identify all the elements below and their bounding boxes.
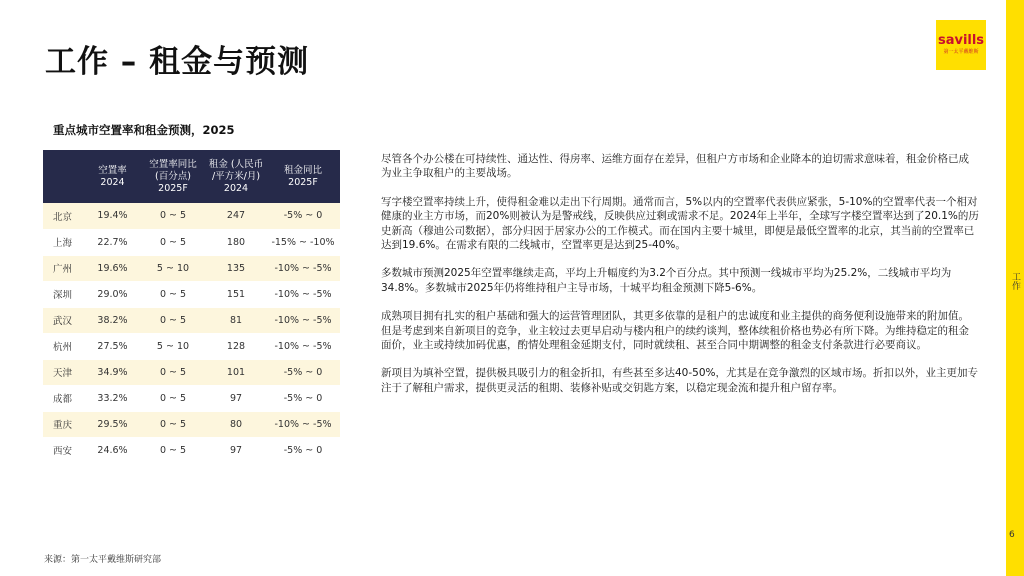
vacancy-change-cell: 0 ~ 5 [140, 229, 206, 255]
rent-cell: 180 [206, 229, 266, 255]
header-vacancy-change: 空置率同比 (百分点) 2025F [140, 150, 206, 203]
vacancy-cell: 27.5% [85, 333, 140, 359]
vacancy-rent-table [43, 150, 340, 464]
body-paragraph: 多数城市预测2025年空置率继续走高，平均上升幅度约为3.2个百分点。其中预测一线城市平均为25.2%，二线城市平均为34.8%。多数城市2025年仍将维持租户主导市场，十城平均租金预测下降5-6%。 [381, 267, 952, 294]
rent-cell: 151 [206, 281, 266, 307]
table-row [43, 411, 340, 437]
rent-cell: 247 [206, 203, 266, 229]
table-row [43, 359, 340, 385]
city-cell: 成都 [43, 385, 85, 411]
rent-cell: 97 [206, 385, 266, 411]
section-side-label: 工作 [1010, 272, 1020, 290]
city-cell: 天津 [43, 359, 85, 385]
body-paragraph: 写字楼空置率持续上升，使得租金难以走出下行周期。通常而言，5%以内的空置率代表供应紧张，5-10%的空置率代表一个相对健康的业主方市场，而20%则被认为是警戒线，反映供应过剩或需求不足。2024年上半年，全球写字楼空置率达到了20.1%的历史新高（穆迪公司数据），部分归因于居家办公的工作模式。而在国内主要十城里，即便是最低空置率的北京，其当前的空置率已达到19.6%。在需求有限的二线城市，空置率更是达到25-40%。 [381, 195, 979, 252]
vacancy-change-cell: 0 ~ 5 [140, 359, 206, 385]
rent-cell: 80 [206, 411, 266, 437]
vacancy-cell: 34.9% [85, 359, 140, 385]
vacancy-cell: 29.5% [85, 411, 140, 437]
body-paragraph: 新项目为填补空置，提供极具吸引力的租金折扣，有些甚至多达40-50%，尤其是在竞争激烈的区域市场。折扣以外，业主更加专注于了解租户需求，提供更灵活的租期、装修补贴或交钥匙方案，以稳定现金流和提升租户留存率。 [381, 367, 978, 394]
city-cell: 上海 [43, 229, 85, 255]
body-text [381, 152, 979, 409]
vacancy-cell: 22.7% [85, 229, 140, 255]
table-row [43, 307, 340, 333]
city-cell: 北京 [43, 203, 85, 229]
rent-cell: 101 [206, 359, 266, 385]
city-cell: 广州 [43, 255, 85, 281]
vacancy-cell: 38.2% [85, 307, 140, 333]
logo-subtitle: 第一太平戴维斯 [943, 49, 979, 55]
rent-change-cell: -5% ~ 0 [266, 203, 340, 229]
rent-cell: 81 [206, 307, 266, 333]
table-header-row [43, 150, 340, 203]
rent-change-cell: -10% ~ -5% [266, 333, 340, 359]
header-city [43, 150, 85, 203]
table-row [43, 255, 340, 281]
rent-change-cell: -5% ~ 0 [266, 359, 340, 385]
page-number: 6 [1009, 530, 1015, 540]
city-cell: 深圳 [43, 281, 85, 307]
vacancy-change-cell: 0 ~ 5 [140, 307, 206, 333]
city-cell: 杭州 [43, 333, 85, 359]
city-cell: 武汉 [43, 307, 85, 333]
page-title: 工作 – 租金与预测 [45, 44, 310, 80]
table-row [43, 229, 340, 255]
vacancy-cell: 33.2% [85, 385, 140, 411]
savills-logo [936, 20, 986, 70]
rent-change-cell: -10% ~ -5% [266, 281, 340, 307]
body-paragraph: 成熟项目拥有扎实的租户基础和强大的运营管理团队，其更多依靠的是租户的忠诚度和业主提供的商务便利设施带来的附加值。但是考虑到来自新项目的竞争，业主较过去更早启动与楼内租户的续约谈判，整体续租价格也势必有所下降。为维持稳定的租金面价，业主或持续加码优惠，酌情处理租金延期支付，同时就续租、甚至合同中期调整的租金支付条款进行必要商议。 [381, 310, 969, 352]
table-title: 重点城市空置率和租金预测，2025 [53, 123, 235, 137]
vacancy-change-cell: 0 ~ 5 [140, 203, 206, 229]
vacancy-cell: 19.4% [85, 203, 140, 229]
rent-change-cell: -10% ~ -5% [266, 255, 340, 281]
table-row [43, 437, 340, 463]
table-row [43, 333, 340, 359]
vacancy-cell: 29.0% [85, 281, 140, 307]
vacancy-change-cell: 0 ~ 5 [140, 385, 206, 411]
vacancy-cell: 24.6% [85, 437, 140, 463]
city-cell: 西安 [43, 437, 85, 463]
rent-change-cell: -15% ~ -10% [266, 229, 340, 255]
table-row [43, 203, 340, 229]
vacancy-change-cell: 0 ~ 5 [140, 437, 206, 463]
city-cell: 重庆 [43, 411, 85, 437]
vacancy-cell: 19.6% [85, 255, 140, 281]
table-row [43, 281, 340, 307]
vacancy-change-cell: 0 ~ 5 [140, 411, 206, 437]
rent-cell: 135 [206, 255, 266, 281]
vacancy-change-cell: 5 ~ 10 [140, 333, 206, 359]
rent-change-cell: -10% ~ -5% [266, 411, 340, 437]
vacancy-change-cell: 5 ~ 10 [140, 255, 206, 281]
vacancy-change-cell: 0 ~ 5 [140, 281, 206, 307]
rent-cell: 128 [206, 333, 266, 359]
header-rent: 租金 (人民币 /平方米/月) 2024 [206, 150, 266, 203]
rent-cell: 97 [206, 437, 266, 463]
rent-change-cell: -10% ~ -5% [266, 307, 340, 333]
header-rent-change: 租金同比 2025F [266, 150, 340, 203]
table-body [43, 203, 340, 463]
table-row [43, 385, 340, 411]
logo-wordmark: savills [937, 33, 985, 48]
rent-change-cell: -5% ~ 0 [266, 385, 340, 411]
source-note: 来源：第一太平戴维斯研究部 [44, 555, 162, 565]
body-paragraph: 尽管各个办公楼在可持续性、通达性、得房率、运维方面存在差异，但租户方市场和企业降本的迫切需求意味着，租金价格已成为业主争取租户的主要战场。 [381, 153, 969, 180]
rent-change-cell: -5% ~ 0 [266, 437, 340, 463]
header-vacancy: 空置率 2024 [85, 150, 140, 203]
